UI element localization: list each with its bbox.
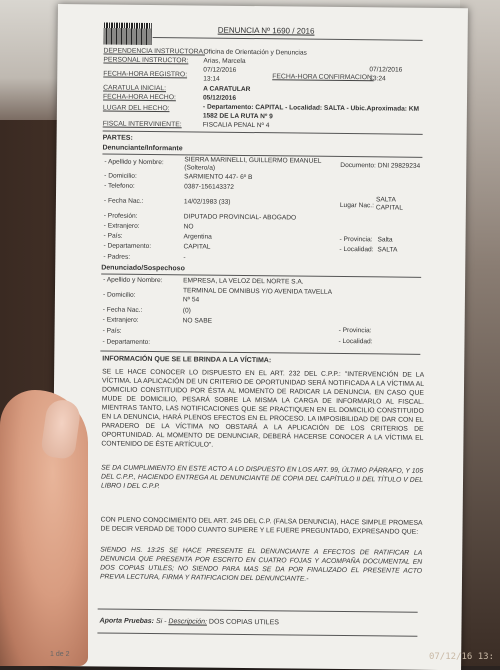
denunciante-profesion-label: - Profesión: [103,212,138,220]
siendo-paragraph: SIENDO HS. 13:25 SE HACE PRESENTE EL DENUNCIANTE A EFECTOS DE RATIFICAR LA DENUNCIA QUE PRESENTA POR ESCRITO EN CUATRO FOJAS Y ACOMPAÑA DOCUMENTAL EN DOS COPIAS UTILES; NO SIENDO PARA MAS SE DA POR FINALIZADO EL PRESENTE ACTO PREVIA LECTURA, FIRMA Y RATIFICACION DEL DENUNCIANTE.- [99,546,423,583]
lugar-label: LUGAR DEL HECHO: [102,104,170,113]
caratula-label: CARATULA INICIAL: [103,84,167,93]
registro-date: 07/12/2016 [203,66,237,74]
date-stamp: 07/12/16 13: [428,652,494,662]
page-number: 1 de 2 [50,651,70,658]
registro-label: FECHA-HORA REGISTRO: [103,70,188,79]
barcode-icon [104,22,152,45]
confirmacion-time: 13:24 [369,75,386,83]
denunciado-nac-label: - Fecha Nac.: [102,306,143,314]
denunciado-provincia-label: - Provincia: [338,326,372,335]
denunciado-localidad-label: - Localidad: [338,337,373,346]
denunciado-departamento-label: - Departamento: [102,338,151,346]
fiscal-value: FISCALIA PENAL Nº 4 [202,121,270,130]
confirmacion-label: FECHA-HORA CONFIRMACION: [272,73,374,82]
denunciante-extranjero-value: NO [183,223,194,231]
partes-title: PARTES: [102,134,133,142]
cumplimiento-paragraph: SE DA CUMPLIMIENTO EN ESTE ACTO A LO DISPUESTO EN LOS ART. 99, ÚLTIMO PÁRRAFO, Y 105 DEL C.P.P., HACIENDO ENTREGA AL DENUNCIANTE DE COPIA DEL CAPÍTULO II DEL TÍTULO V DEL LIBRO I DEL C.P.P. [100,464,424,491]
denunciado-nac-value: (0) [182,307,191,315]
denunciante-extranjero-label: - Extranjero: [103,222,140,230]
denunciante-localidad-value: SALTA [377,246,398,254]
denunciante-nac-label: - Fecha Nac.: [103,197,144,205]
denunciante-padres-label: - Padres: [103,253,131,261]
pruebas-value: Si [155,618,163,626]
denunciante-telefono-label: - Telefono: [104,182,135,190]
info-title: INFORMACIÓN QUE SE LE BRINDA A LA VÍCTIMA: [102,355,272,365]
denunciado-domicilio-label: - Domicilio: [102,291,136,299]
denunciado-nombre-value: EMPRESA, LA VELOZ DEL NORTE S.A. [183,277,304,286]
divider [153,37,423,41]
denunciante-profesion-value: DIPUTADO PROVINCIAL- ABOGADO [183,213,297,222]
pruebas-row: Aporta Pruebas: Si - Descripción: DOS COPIAS UTILES [99,617,279,627]
denunciante-estado-civil: (Soltero/a) [184,164,216,172]
denunciante-lugarnac-city: SALTA [375,196,396,204]
denunciado-domicilio-value-2: Nº 54 [182,296,200,304]
dependencia-value: Oficina de Orientación y Denuncias [203,48,307,57]
denunciado-domicilio-value-1: TERMINAL DE OMNIBUS Y/O AVENIDA TAVELLA [182,287,333,296]
denunciante-domicilio-label: - Domicilio: [104,172,137,180]
denunciante-documento: Documento: DNI 29829234 [340,161,421,170]
denunciante-nombre-value: SIERRA MARINELLI, GUILLERMO EMANUEL [184,156,322,165]
personal-value: Arias, Marcela [203,57,246,65]
dependencia-label: DEPENDENCIA INSTRUCTORA: [103,47,206,56]
denunciante-localidad-label: - Localidad: [339,245,374,254]
denunciante-departamento-value: CAPITAL [183,243,211,251]
lugar-value-1: - Departamento: CAPITAL - Localidad: SALTA - Ubic.Aproximada: KM [202,103,420,113]
denunciante-domicilio-value: SARMIENTO 447- 6º B [184,173,253,182]
document-page [51,4,468,670]
hecho-fecha-value: 05/12/2016 [202,94,237,102]
divider [98,608,418,612]
denunciado-extranjero-label: - Extranjero: [102,316,139,324]
denunciante-nac-value: 14/02/1983 (33) [183,198,231,206]
denunciado-extranjero-value: NO SABE [182,317,213,325]
denunciante-section: Denunciante/Informante [102,144,183,153]
descripcion-value: DOS COPIAS UTILES [208,618,279,627]
denunciante-departamento-label: - Departamento: [103,242,152,250]
divider [97,632,417,636]
denunciante-lugarnac-dept: CAPITAL [375,204,403,212]
denunciante-pais-label: - País: [103,232,123,240]
caratula-value: A CARATULAR [203,85,251,94]
denunciante-provincia-value: Salta [377,236,393,244]
fiscal-label: FISCAL INTERVINIENTE: [102,120,182,129]
descripcion-label: Descripción: [168,618,207,626]
denunciado-pais-label: - País: [102,327,122,335]
lugar-value-2: 1582 DE LA RUTA Nº 9 [202,112,273,121]
conocimiento-paragraph: CON PLENO CONOCIMIENTO DEL ART. 245 DEL C.P. (FALSA DENUNCIA), HACE SIMPLE PROMESA DE DECIR VERDAD DE TODO CUANTO SUPIERE Y LE FUERE PREGUNTADO, EXPRESANDO QUE: [100,516,423,536]
denunciante-padres-value: - [183,254,186,262]
pruebas-label: Aporta Pruebas: [99,617,155,626]
denunciado-section: Denunciado/Sospechoso [101,264,185,273]
denunciante-pais-value: Argentina [183,233,212,241]
denunciante-provincia-label: - Provincia: [339,235,373,244]
denunciante-nombre-label: - Apellido y Nombre: [104,158,164,167]
info-paragraph: SE LE HACE CONOCER LO DISPUESTO EN EL ART. 232 DEL C.P.P.: "INTERVENCIÓN DE LA VÍCTIMA. LA APLICACIÓN DE UN CRITERIO DE OPORTUNIDAD SERÁ NOTIFICADA A LA VÍCTIMA AL DOMICILIO CONSTITUIDO POR ÉSTA AL MOMENTO DE RADICAR LA DENUNCIA. EN CASO QUE MUDE DE DOMICILIO, PESARÁ SOBRE LA MISMA LA CARGA DE INFORMARLO AL FISCAL. MIENTRAS TANTO, LAS NOTIFICACIONES QUE SE PRACTIQUEN EN EL DOMICILIO CONSTITUIDO EN LA DENUNCIA, HARÁ PLENOS EFECTOS EN EL PROCESO. LA IMPOSIBILIDAD DE DAR CON EL PARADERO DE LA VÍCTIMA NO OBSTARÁ A LA APLICACIÓN DE LOS CRITERIOS DE OPORTUNIDAD. AL MOMENTO DE DENUNCIAR, DEBERÁ HACERSE CONOCER A LA VÍCTIMA EL CONTENIDO DE ÉSTE ARTÍCULO". [101,368,425,449]
denunciado-nombre-label: - Apellido y Nombre: [103,276,163,285]
hecho-fecha-label: FECHA-HORA HECHO: [102,93,176,102]
registro-time: 13:14 [203,75,220,83]
divider [103,130,423,134]
denunciante-telefono-value: 0387-156143372 [184,183,235,191]
confirmacion-date: 07/12/2016 [369,66,403,74]
denunciante-lugarnac-label: Lugar Nac.: [339,201,375,210]
document-title: DENUNCIA Nº 1690 / 2016 [217,25,315,36]
divider [100,350,420,354]
personal-label: PERSONAL INSTRUCTOR: [103,56,189,65]
